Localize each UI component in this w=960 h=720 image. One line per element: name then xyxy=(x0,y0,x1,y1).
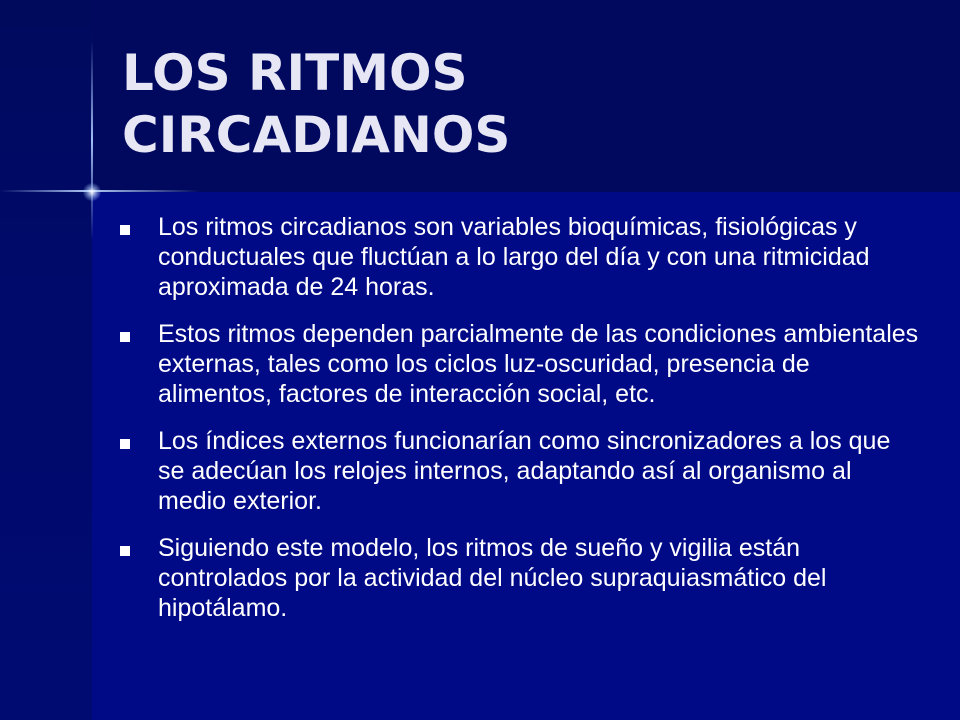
square-bullet-icon xyxy=(120,332,130,342)
square-bullet-icon xyxy=(120,225,130,235)
bullet-item xyxy=(120,319,920,409)
bullet-item xyxy=(120,212,920,302)
decorative-vertical-line xyxy=(91,40,93,240)
slide-title-line-2: CIRCADIANOS xyxy=(122,106,511,164)
bullet-text: Estos ritmos dependen parcialmente de las condiciones ambientales externas, tales como los ciclos luz-oscuridad, presencia de alimentos, factores de interacción social, etc. xyxy=(158,320,919,408)
bullet-text: Los índices externos funcionarían como sincronizadores a los que se adecúan los relojes internos, adaptando así al organismo al medio exterior. xyxy=(158,427,891,515)
bullet-item xyxy=(120,426,920,516)
square-bullet-icon xyxy=(120,439,130,449)
star-flare-icon xyxy=(83,183,101,201)
left-band xyxy=(0,0,92,720)
slide-title-line-1: LOS RITMOS xyxy=(122,44,468,102)
square-bullet-icon xyxy=(120,546,130,556)
slide-title xyxy=(122,42,510,166)
bullet-item xyxy=(120,533,920,623)
bullet-list xyxy=(120,212,920,640)
bullet-text: Siguiendo este modelo, los ritmos de sueño y vigilia están controlados por la actividad del núcleo supraquiasmático del hipotálamo. xyxy=(158,534,827,622)
bullet-text: Los ritmos circadianos son variables bioquímicas, fisiológicas y conductuales que fluctúan a lo largo del día y con una ritmicidad aproximada de 24 horas. xyxy=(158,213,870,301)
